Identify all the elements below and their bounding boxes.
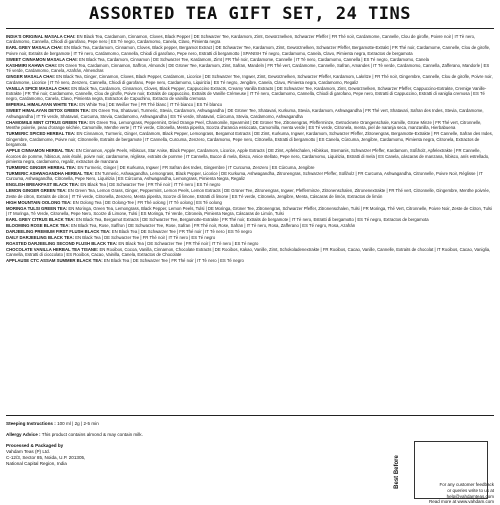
tea-name: EARL GREY MASALA CHAI: bbox=[6, 45, 63, 51]
ingredient-entry bbox=[6, 108, 494, 119]
ingredient-entry bbox=[6, 74, 494, 85]
ingredient-entry bbox=[6, 45, 494, 56]
tea-ingredients: EN Green Tea, Cardamom, Cinnamon, Saffron, Almonds | DE Grüner Tee, Kardamom, Zimt, Safran, Mandeln | FR Thé vert, Cardamome, Cannelle, Safran, Amandes | IT Tè verde, Cardamomo, Cannella, Zafferano, Mandorle | ES Té verde, Cardamomo, Canela, Azafrán, Almendras bbox=[6, 62, 490, 74]
ingredient-entry bbox=[6, 120, 494, 131]
tea-ingredients: EN Black Tea | DE Schwarzer Tee | FR Thé noir | IT Tè nero | ES Té negro bbox=[75, 234, 216, 240]
tea-ingredients: EN White Tea | DE Weißer Tee | FR Thé blanc | IT Tè bianco | ES Té blanco bbox=[79, 102, 223, 108]
allergy-advice: Allergy Advice : This product contains almond & may contain milk. bbox=[6, 432, 143, 437]
tea-ingredients: EN Oolong Tea | DE Oolong-Tee | FR Thé oolong | IT Tè oolong | ES Té oolong bbox=[72, 199, 222, 205]
tea-ingredients: EN Turmeric, Ashwagandha, Lemongrass, Black Pepper, Licorice | DE Kurkuma, Ashwagandha, Zitronengras, Schwarzer Pfeffer, Süßholz | FR Curcuma, Ashwagandha, Citronnelle, Poivre Noir, Réglisse | IT Curcuma, Ashwagandha, Citronella, Pepe Nero, Liquirizia | ES Cúrcuma, Ashwagandha, Lemongrass, Pimienta Negra, Regaliz bbox=[6, 170, 483, 182]
tea-name: BLOOMING ROSE BLACK TEA: bbox=[6, 222, 70, 228]
best-before-label: Best Before bbox=[393, 455, 400, 489]
tea-name: VANILLA SPICE MASALA CHAI: bbox=[6, 85, 71, 91]
tea-ingredients: EN Turmeric, Ginger | DE Kurkuma, Ingwer | FR Safran des Indes, Gingembre | IT Curcuma, Zenzero | ES Cúrcuma, Jengibre bbox=[77, 164, 315, 170]
tea-name: CHOCOLATE VANILLA HERBAL TEA TISANE: bbox=[6, 246, 99, 252]
tea-ingredients: EN Black Tea | DE Schwarzer Tee | FR Thé noir | IT Tè nero | ES Té negro bbox=[80, 182, 221, 188]
tea-name: TURMERIC SPICED HERBAL TEA: bbox=[6, 131, 76, 137]
tea-ingredients: EN Black Tea, Cardamom, Cinnamon, Cloves, Black Pepper, Cappuccino Extracts, Creamy Vanilla Extracts | DE Schwarzer Tee, Kardamom, Zimt, Gewürznelken, Schwarzer Pfeffer, Cappuccino-Extrakte, Cremige Vanille-Extrakte | FR Thé noir, Cardamome, Cannelle, Clou de girofle, Poivre noir, Extraits de cappuccino, Extraits de Vanille Crémeuse | IT Tè nero, Cardamomo, Cannella, Chiodi di garofano, Pepe nero, Estratti di Cappuccino, Estratti di vaniglia cremosa | ES Té negro, Cardamomo, Canela, Clavo, Pimienta negra, Extractos de Capuchino, Extracto de vainilla cremosa bbox=[6, 85, 487, 102]
tea-name: IMPERIAL HIMALAYAN WHITE TEA: bbox=[6, 102, 79, 108]
ingredient-entry bbox=[6, 131, 494, 148]
ingredient-entry bbox=[6, 206, 494, 217]
tea-name: SWEET HIMALAYAN DETOX GREEN TEA: bbox=[6, 108, 91, 114]
ingredient-entry bbox=[6, 86, 494, 103]
ingredient-entry bbox=[6, 247, 494, 258]
tea-ingredients: EN Moringa, Green Tea, Lemongrass, Black Pepper, Lemon Peels, Tulsi | DE Moringa, Grüner Tee, Zitronengras, Schwarzer Pfeffer, Zitronenschalen, Tulsi | FR Moringa, Thé Vert, Citronnelle, Poivre Noir, Zeste de Citron, Tulsi | IT Moringa, Tè Verde, Citronella, Pepe Nero, Scorze di Limone, Tulsi | ES Moringa, Té Verde, Citronela, Pimienta Negra, Cáscaras de Limón, Tulsi bbox=[6, 205, 492, 217]
tea-name: TURMERIC GINGER HERBAL TEA: bbox=[6, 164, 77, 170]
ingredient-entry bbox=[6, 188, 494, 199]
tea-ingredients: EN Green Tea, Lemongrass, Peppermint, Dried Orange Peel, Chamomile, Spearmint | DE Grüner Tee, Zitronengras, Pfefferminze, Getrocknete Orangenschale, Kamille, Grüne Minze | FR Thé vert, Citronnelle, Menthe poivrée, peau d'orange séchée, Camomille, Menthe verte | IT Tè verde, Citronella, Menta piperita, Scorza d'arancia essiccata, Camomilla, menta verde | ES Té verde, Citronela, menta, piel de naranja seca, manzanilla, Hierbabuena bbox=[6, 119, 482, 131]
ingredient-entry bbox=[6, 258, 494, 264]
tea-name: DARJEELING PREMIUM FIRST FLUSH BLACK TEA: bbox=[6, 228, 111, 234]
tea-name: LEMON GINGER GREEN TEA: bbox=[6, 188, 67, 194]
ingredient-entry bbox=[6, 34, 494, 45]
tea-name: HIGH MOUNTAIN OOLONG TEA: bbox=[6, 199, 72, 205]
tea-name: MORINGA TULSI GREEN TEA: bbox=[6, 205, 68, 211]
steeping-instructions: Steeping Instructions : 100 ml | 2g | 2-5 min bbox=[6, 421, 99, 426]
tea-name: CHAMOMILE MINT CITRUS GREEN TEA: bbox=[6, 119, 89, 125]
tea-name: APPLE CINNAMON HERBAL TEA: bbox=[6, 148, 75, 154]
product-info bbox=[6, 421, 316, 467]
tea-name: ENGLISH BREAKFAST BLACK TEA: bbox=[6, 182, 80, 188]
divider bbox=[6, 28, 494, 29]
divider bbox=[6, 415, 494, 416]
tea-name: SWEET CINNAMON MASALA CHAI: bbox=[6, 56, 78, 62]
best-before-box bbox=[414, 441, 488, 499]
tea-ingredients: EN Rooibos, Cocoa, Vanilla, Cinnamon, Chocolate Extracts | DE Rooibos, Kakao, Vanille, Zimt, Schokoladenextrakte | FR Rooibos, Cacao, Vanille, Cannelle, Extraits de chocolat | IT Rooibos, Cacao, Vaniglia, Cannella, Estratti di cioccolato | ES Rooibos, Cacao, Vainilla, Canela, Extractos de Chocolate bbox=[6, 246, 491, 258]
tea-name: GINGER MASALA CHAI: bbox=[6, 74, 55, 80]
ingredients-list bbox=[6, 34, 494, 410]
tea-ingredients: EN Black Tea | DE Schwarzer Tee | FR Thé noir | IT Tè nero | ES Té negro bbox=[111, 228, 252, 234]
tea-ingredients: EN Cinnamon, Apple Peels, Hibiscus, Star Anise, Black Pepper, Cardamom, Licorice, Apple Extracts | DE Zimt, Apfelschalen, Hibiskus, Sternanis, Schwarzer Pfeffer, Kardamom, Süßholz, Apfelextrakte | FR Cannelle, écorces de pomme, hibiscus, anis étoilé, poivre noir, cardamome, réglisse, extraits de pomme | IT Cannella, Bucce di mela, Ibisco, Anice stellato, Pepe nero, Cardamomo, Liquirizia, Estratti di mela | ES Canela, cáscaras de manzana, hibisco, anís estrellado, pimienta negra, cardamomo, regaliz, extractos de manzana bbox=[6, 148, 490, 164]
tea-name: APPLAUSE CTC ASSAM SUMMER BLACK TEA: bbox=[6, 258, 103, 264]
ingredient-entry bbox=[6, 63, 494, 74]
tea-ingredients: EN Black Tea | DE Schwarzer Tee | FR Thé noir | IT Tè nero | ES Té negro bbox=[103, 258, 244, 264]
tea-name: DAILY DARJEELING BLACK TEA: bbox=[6, 234, 75, 240]
tea-name: TURMERIC ASHWAGANDHA HERBAL TEA: bbox=[6, 170, 94, 176]
tea-name: ROASTED DARJEELING SECOND FLUSH BLACK TEA: bbox=[6, 240, 118, 246]
contact-info: For any customer feedback or queries write to us at help@vahdamteas.com Read more at www.vahdam.com bbox=[428, 482, 494, 505]
tea-ingredients: EN Cinnamon, Turmeric, Ginger, Cardamom, Black Pepper, Lemongrass, Bergamot Extracts | DE Zimt, Kurkuma, Ingwer, Kardamom, Schwarzer Pfeffer, Zitronengras, Bergamotte-Extrakte | FR Cannelle, Safran des Indes, Gingembre, Cardamome, Poivre noir, Citronnelle, Extraits de bergamote | IT Cannella, Curcuma, Zenzero, Cardamomo, Pepe nero, Citronella, Estratti di bergamotto | ES Canela, Cúrcuma, Jengibre, Cardamomo, Pimienta negra, Citronela, Extractos de bergamota bbox=[6, 131, 493, 148]
tea-ingredients: EN Black Tea, Cardamom, Cinnamon | DE Schwarzer Tee, Kardamom, Zimt | FR Thé noir, Cardamome, Cannelle | IT Tè nero, Cardamomo, Cannella | ES Té negro, Cardamomo, Canela bbox=[79, 56, 430, 62]
tea-ingredients: EN Green Tea, Shatavari, Turmeric, Stevia, Cardamom, Ashwagandha | DE Grüner Tee, Shatavari, Kurkuma, Stevia, Kardamom, Ashwagandha | FR Thé vert, Shatavari, Safran des Indes, Stevia, Cardamome, Ashwagandha | IT Tè verde, Shatavari, Curcuma, Stevia, Cardamomo, Ashwagandha | ES Té verde, Shatavari, Cúrcuma, Stevia, Cardamomo, Ashwagandha bbox=[6, 108, 484, 119]
tea-ingredients: EN Black Tea, Ginger, Cinnamon, Cloves, Black Pepper, Cardamom, Licorice | DE Schwarzer Tee, Ingwer, Zimt, Gewürznelken, Schwarzer Pfeffer, Kardamom, Lakritze | FR Thé noir, Gingembre, Cannelle, Clou de girofle, Poivre noir, Cardamome, Licorice | IT Tè nero, Zenzero, Cannella, Chiodi di garofano, Pepe nero, Cardamomo, Liquirizia | ES Té negro, Jengibre, Canela, Clavo, Pimienta negra, Cardamomo, Regaliz bbox=[6, 74, 493, 85]
tea-name: EARL GREY CITRUS BLACK TEA: bbox=[6, 217, 75, 222]
tea-name: INDIA'S ORIGINAL MASALA CHAI: bbox=[6, 34, 76, 39]
tea-ingredients: EN Black Tea, Cardamom, Cinnamon, Cloves, Black Pepper | DE Schwarzer Tee, Kardamom, Zimt, Gewürznelken, Schwarzer Pfeffer | FR Thé noir, Cardamome, Cannelle, Clou de girofle, Poivre noir | IT Tè nero, Cardamomo, Cannella, Chiodi di garofano, Pepe nero | ES Té negro, Cardamomo, Canela, Clavo, Pimienta negra bbox=[6, 34, 476, 45]
tea-ingredients: EN Black Tea | DE Schwarzer Tee | FR Thé noir | IT Tè nero | ES Té negro bbox=[118, 240, 259, 246]
product-label bbox=[6, 0, 494, 505]
tea-ingredients: EN Black Tea, Cardamom, Cinnamon, Cloves, Black pepper, Bergamot Extract | DE Schwarzer Tee, Kardamom, Zimt, Gewürznelken, Schwarzer Pfeffer, Bergamotte-Extrakt | FR Thé noir, Cardamome, Cannelle, Clou de girofle, Poivre noir, Extraits de bergamote | IT Tè nero, Cardamomo, Cannella, Chiodi di garofano, Pepe nero, Estratti di bergamotto | SPANISH Té negro, Cardamomo, Canela, Clavo, Pimienta negra, Extractos de bergamota bbox=[6, 45, 491, 56]
tea-name: KASHMIRI KAHWA CHAI: bbox=[6, 62, 58, 68]
tea-ingredients: EN Black Tea, Bergamot Extracts | DE Schwarzer Tee, Bergamotte-Extrakte | FR Thé noir, Extraits de bergamote | IT Tè nero, Estratti di bergamotto | ES Té negro, Extractos de bergamota bbox=[75, 217, 429, 222]
tea-ingredients: EN Black Tea, Rose, Saffron | DE Schwarzer Tee, Rose, Safran | FR Thé noir, Rose, Safran | IT Tè nero, Rosa, Zafferano | ES Té negro, Rosa, Azafrán bbox=[70, 222, 356, 228]
ingredient-entry bbox=[6, 171, 494, 182]
product-title: ASSORTED TEA GIFT SET, 24 TINS bbox=[88, 4, 412, 24]
packer-info: Processed & Packaged by Vahdam Teas (P) Ltd. C-12/3, Sector 85, Noida, U.P. 201305, National Capital Region, India bbox=[6, 443, 86, 466]
ingredient-entry bbox=[6, 148, 494, 165]
tea-ingredients: EN Green Tea, Lemon Grass, Ginger, Peppermint, Lemon Peels, Lemon Extracts | DE Grüner Tee, Zitronengras, Ingwer, Pfefferminze, Zitronenschalen, Zitronenextrakte | FR Thé vert, Citronnelle, Gingembre, Menthe poivrée, Zeste de citron, Extraits de citron | IT Tè verde, Citronella, Zenzero, Menta piperita, Scorze di limone, Estratti di limone | ES Té verde, Citronela, Jengibre, Menta, Cáscaras de limón, Extractos de limón bbox=[6, 188, 491, 199]
